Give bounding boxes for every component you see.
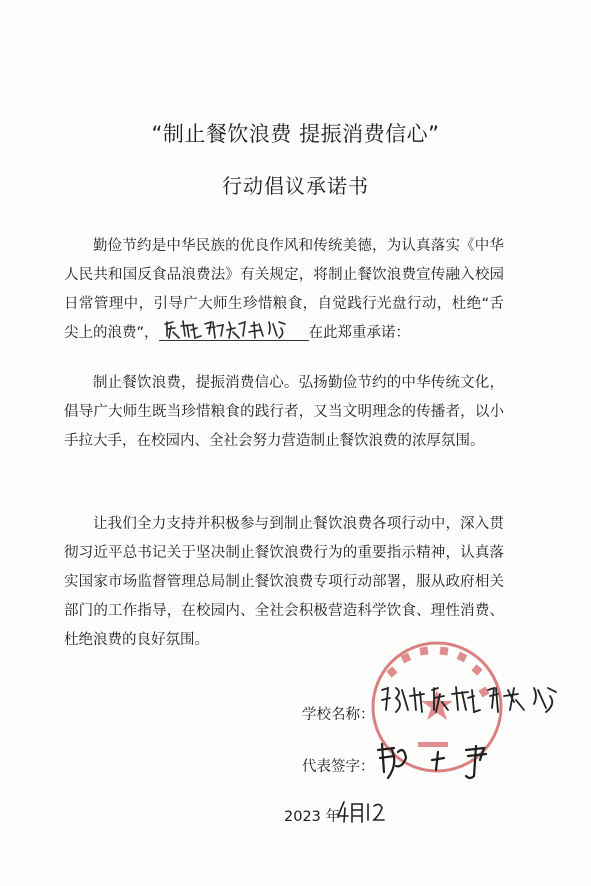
school-name-label: 学校名称： bbox=[302, 707, 375, 723]
commitment-lead: 在此郑重承诺： bbox=[308, 325, 411, 341]
paragraph-intro bbox=[64, 232, 504, 348]
paragraph-commitment: 制止餐饮浪费，提振消费信心。弘扬勤俭节约的中华传统文化，倡导广大师生既当珍惜粮食的践行者，又当文明理念的传播者，以小手拉大手，在校园内、全社会努力营造制止餐饮浪费的浓厚氛围。 bbox=[64, 375, 504, 449]
school-name-blank bbox=[159, 320, 309, 341]
paragraph-action: 让我们全力支持并积极参与到制止餐饮浪费各项行动中，深入贯彻习近平总书记关于坚决制止餐饮浪费行为的重要指示精神，认真落实国家市场监督管理总局制止餐饮浪费专项行动部署，服从政府相关部门的工作指导，在校园内、全社会积极营造科学饮食、理性消费、杜绝浪费的良好氛围。 bbox=[64, 516, 504, 648]
intro-text: 勤俭节约是中华民族的优良作风和传统美德，为认真落实《中华人民共和国反食品浪费法》有关规定，将制止餐饮浪费宣传融入校园日常管理中，引导广大师生珍惜粮食，自觉践行光盘行动，杜绝“舌尖上的浪费”， bbox=[64, 238, 504, 341]
representative-label: 代表签字： bbox=[302, 759, 375, 775]
handwritten-signature bbox=[372, 738, 512, 784]
handwritten-date bbox=[336, 798, 392, 826]
document-title: “制止餐饮浪费 提振消费信心” bbox=[151, 122, 440, 146]
handwritten-school bbox=[378, 682, 578, 718]
document-subtitle: 行动倡议承诺书 bbox=[222, 174, 369, 198]
handwritten-school-name bbox=[159, 316, 309, 342]
date-prefix: 2023 年 bbox=[284, 809, 341, 825]
